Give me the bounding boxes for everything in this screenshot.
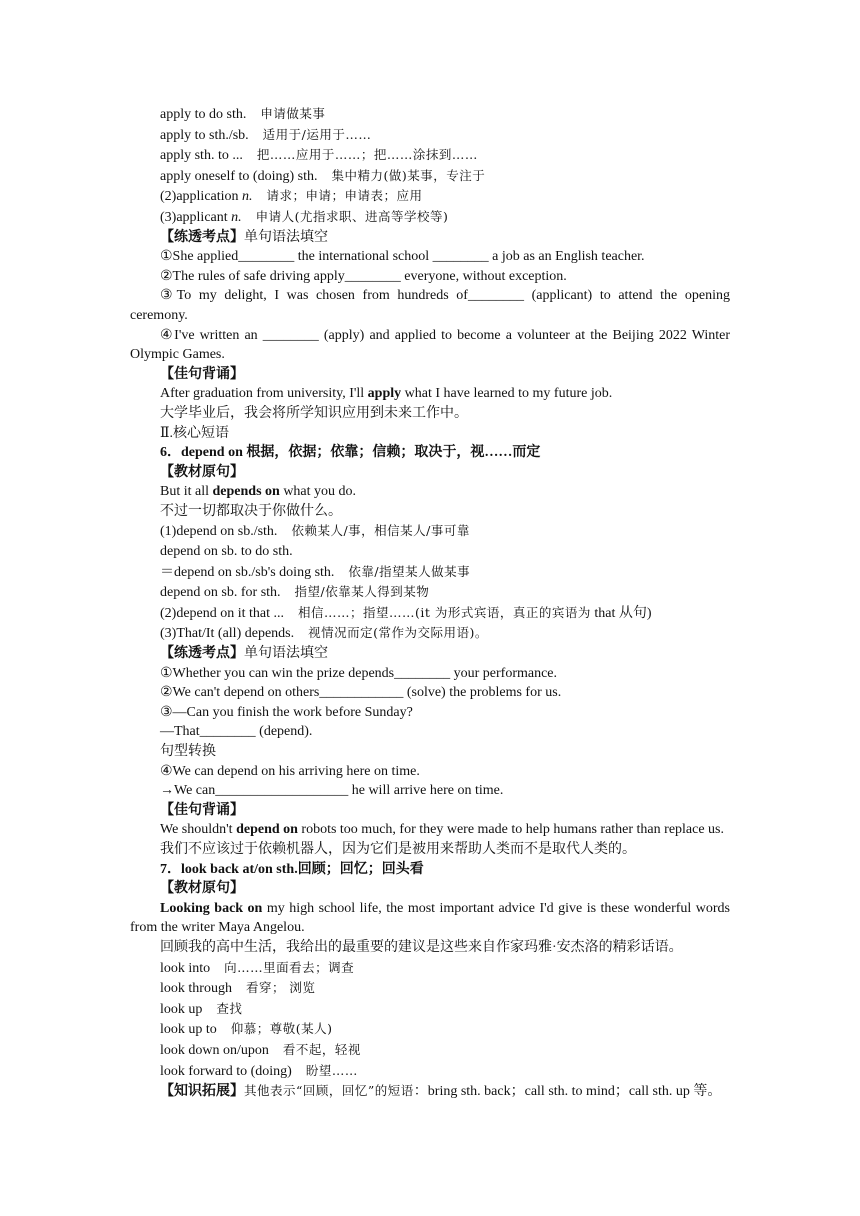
text-segment: look forward to (doing) xyxy=(160,1063,292,1079)
text-segment: (1)depend on sb./sth. xyxy=(160,524,278,540)
text-segment: apply sth. to ... xyxy=(160,148,243,164)
text-line xyxy=(130,762,730,782)
text-segment: 集中精力(做)某事，专注于 xyxy=(331,167,486,183)
text-line xyxy=(130,1061,730,1082)
text-line xyxy=(130,623,730,644)
text-segment: We shouldn't xyxy=(160,822,237,838)
text-line xyxy=(130,1040,730,1061)
text-line xyxy=(130,742,730,762)
text-line xyxy=(130,860,730,880)
text-segment: (3)That/It (all) depends. xyxy=(160,626,295,642)
text-segment: But it all xyxy=(160,484,213,500)
text-line xyxy=(130,603,730,624)
text-segment: 【教材原句】 xyxy=(160,881,244,897)
text-segment: what I have learned to my future job. xyxy=(401,386,613,402)
text-line xyxy=(130,482,730,502)
text-segment: ①Whether you can win the prize depends________ your performance. xyxy=(160,665,558,681)
text-segment: n. xyxy=(231,209,242,225)
text-line xyxy=(130,899,730,938)
text-segment: look into xyxy=(160,960,211,976)
text-segment: 申请做某事 xyxy=(260,106,326,121)
text-segment: ④We can depend on his arriving here on time. xyxy=(160,763,420,779)
text-line xyxy=(130,104,730,125)
text-segment: look through xyxy=(160,981,232,997)
text-segment: depend on xyxy=(236,822,298,838)
text-line xyxy=(130,542,730,562)
text-segment: 不过一切都取决于你做什么。 xyxy=(160,503,342,519)
text-segment: 把……应用于……；把……涂抹到…… xyxy=(256,147,478,163)
text-segment: 【练透考点】 xyxy=(160,229,244,245)
text-segment: my high school life, the most important advice I'd give is these wonderful words from the writer Maya Angelou. xyxy=(130,900,731,936)
text-segment: ②We can't depend on others____________ (solve) the problems for us. xyxy=(160,685,562,701)
text-segment: 依靠/指望某人做某事 xyxy=(348,563,471,579)
text-segment: (2)depend on it that ... xyxy=(160,605,285,621)
text-line xyxy=(130,186,730,207)
text-segment: look up to xyxy=(160,1022,217,1038)
text-line xyxy=(130,384,730,404)
text-segment: 向……里面看去；调查 xyxy=(224,959,355,975)
text-segment: ③—Can you finish the work before Sunday? xyxy=(160,704,413,720)
text-line xyxy=(130,879,730,899)
text-line xyxy=(130,722,730,742)
text-line xyxy=(130,781,730,801)
text-segment: look down on/upon xyxy=(160,1042,269,1058)
text-segment: look up xyxy=(160,1001,203,1017)
text-segment: 【佳句背诵】 xyxy=(160,366,244,382)
text-segment: 视情况而定(常作为交际用语)。 xyxy=(308,625,488,641)
text-line xyxy=(130,582,730,603)
text-line xyxy=(130,502,730,522)
text-segment: ＝depend on sb./sb's doing sth. xyxy=(160,564,335,580)
text-line xyxy=(130,644,730,664)
text-line xyxy=(130,562,730,583)
text-segment: ：bring sth. back；call sth. to mind；call sth. up 等。 xyxy=(413,1084,722,1100)
text-line xyxy=(130,463,730,483)
text-segment: 【练透考点】 xyxy=(160,646,244,662)
text-segment: ④I've written an ________ (apply) and applied to become a volunteer at the Beijing 2022 Winter Olympic Games. xyxy=(130,327,730,363)
text-segment: —That________ (depend). xyxy=(160,724,313,740)
text-segment: 其他表示“回顾，回忆”的短语 xyxy=(244,1083,414,1099)
text-segment: ②The rules of safe driving apply________ everyone, without exception. xyxy=(160,268,567,284)
text-segment: 大学毕业后，我会将所学知识应用到未来工作中。 xyxy=(160,405,468,421)
text-line xyxy=(130,166,730,187)
text-segment: 6．depend on 根据，依据；依靠；信赖；取决于，视……而定 xyxy=(160,445,541,461)
text-segment: (3)applicant xyxy=(160,209,232,225)
text-segment: 单句语法填空 xyxy=(244,646,328,662)
text-line xyxy=(130,958,730,979)
text-segment: 适用于/运用于…… xyxy=(262,126,372,142)
text-segment: that 从句) xyxy=(590,605,652,621)
text-segment: 7．look back at/on sth.回顾；回忆；回头看 xyxy=(160,861,424,877)
text-line xyxy=(130,247,730,267)
text-line xyxy=(130,145,730,166)
text-line xyxy=(130,424,730,444)
text-segment: 句型转换 xyxy=(160,744,216,759)
text-segment: 申请人(尤指求职、进高等学校等) xyxy=(255,208,449,224)
text-line xyxy=(130,664,730,684)
text-line xyxy=(130,1081,730,1102)
text-segment: robots too much, for they were made to help humans rather than replace us. xyxy=(297,822,725,838)
text-line xyxy=(130,683,730,703)
text-segment: 依赖某人/事，相信某人/事可靠 xyxy=(291,523,470,539)
text-line xyxy=(130,521,730,542)
text-line xyxy=(130,801,730,821)
text-line xyxy=(130,125,730,146)
text-segment: 指望/依靠某人得到某物 xyxy=(294,584,430,600)
text-line xyxy=(130,1019,730,1040)
text-segment: apply to do sth. xyxy=(160,107,247,122)
text-segment: 请求；申请；申请表；应用 xyxy=(266,188,423,204)
text-segment: 仰慕；尊敬(某人) xyxy=(230,1021,333,1037)
text-line xyxy=(130,286,730,325)
text-line xyxy=(130,978,730,999)
text-line xyxy=(130,326,730,365)
text-segment: 【佳句背诵】 xyxy=(160,802,244,818)
text-segment: 【教材原句】 xyxy=(160,464,244,480)
text-segment: n. xyxy=(242,189,253,205)
text-line xyxy=(130,207,730,228)
text-segment: apply oneself to (doing) sth. xyxy=(160,168,318,184)
text-segment: 【知识拓展】 xyxy=(160,1084,244,1100)
text-segment: 我们不应该过于依赖机器人，因为它们是被用来帮助人类而不是取代人类的。 xyxy=(160,841,636,857)
text-line xyxy=(130,840,730,860)
text-segment: Ⅱ.核心短语 xyxy=(160,425,230,441)
document-page xyxy=(130,104,730,1102)
text-segment: depend on sb. for sth. xyxy=(160,585,281,601)
text-line xyxy=(130,443,730,463)
text-segment: what you do. xyxy=(279,484,357,500)
text-line xyxy=(130,267,730,287)
text-line xyxy=(130,938,730,958)
text-segment: ③To my delight, I was chosen from hundreds of________ (applicant) to attend the opening ceremony. xyxy=(130,288,730,323)
text-segment: 看不起，轻视 xyxy=(282,1041,361,1057)
text-segment: 查找 xyxy=(216,1000,243,1016)
text-segment: (2)application xyxy=(160,189,243,205)
text-segment: depend on sb. to do sth. xyxy=(160,544,293,560)
text-segment: 看穿； 浏览 xyxy=(245,980,316,996)
text-segment: 盼望…… xyxy=(305,1062,358,1078)
text-line xyxy=(130,820,730,840)
text-segment: Looking back on xyxy=(160,900,263,916)
text-segment: apply to sth./sb. xyxy=(160,127,249,143)
text-segment: 回顾我的高中生活，我给出的最重要的建议是这些来自作家玛雅·安杰洛的精彩话语。 xyxy=(160,939,683,955)
text-segment: depends on xyxy=(212,484,280,500)
text-line xyxy=(130,365,730,385)
text-line xyxy=(130,999,730,1020)
text-segment: 单句语法填空 xyxy=(244,229,328,245)
text-segment: →We can___________________ he will arrive here on time. xyxy=(160,783,504,799)
text-segment: 相信……；指望……(it 为形式宾语，真正的宾语为 xyxy=(298,604,591,620)
text-line xyxy=(130,703,730,723)
text-line xyxy=(130,228,730,248)
text-segment: apply xyxy=(367,386,402,402)
text-line xyxy=(130,404,730,424)
text-segment: After graduation from university, I'll xyxy=(160,386,368,402)
text-segment: ①She applied________ the international school ________ a job as an English teacher. xyxy=(160,249,645,265)
